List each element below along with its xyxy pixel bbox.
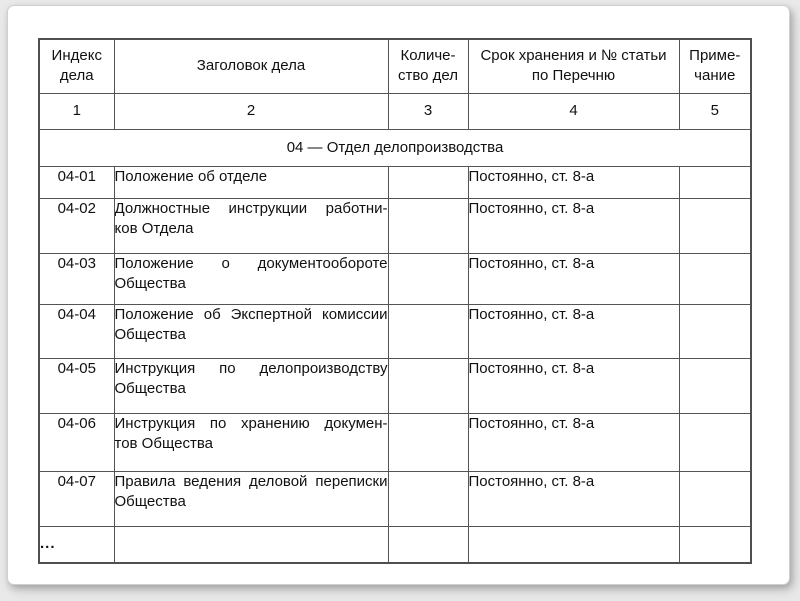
column-number-4: 4 (468, 93, 679, 129)
header-file-index (39, 39, 114, 93)
cell-note (679, 358, 751, 413)
file-title-line2: Общества (114, 492, 186, 510)
cell-file-count (388, 304, 468, 358)
cell-note (679, 471, 751, 526)
cell-file-title (114, 304, 388, 358)
cell-file-title (114, 471, 388, 526)
file-title-line1: Должностные инструкции работни- (114, 199, 388, 217)
column-number-3: 3 (388, 93, 468, 129)
file-title-line2: ков Отдела (114, 219, 194, 237)
header-note (679, 39, 751, 93)
header-storage-period-line2: по Перечню (531, 67, 616, 85)
cell-note (679, 253, 751, 304)
table-row-ellipsis (39, 526, 751, 563)
file-title-line1: Инструкция по делопроизводству (114, 359, 388, 377)
cell-note (679, 413, 751, 471)
cell-storage-period: Постоянно, ст. 8-а (468, 304, 679, 358)
cell-file-index: 04-03 (39, 253, 114, 304)
cell-file-index: 04-05 (39, 358, 114, 413)
file-title-line2: Общества (114, 379, 186, 397)
cell-note (679, 526, 751, 563)
file-title-line1: Положение об Экспертной комиссии (114, 305, 388, 323)
header-file-count (388, 39, 468, 93)
section-header: 04 — Отдел делопроизводства (39, 129, 751, 166)
header-note-line2: чание (694, 67, 736, 85)
table-header-row (39, 39, 751, 93)
document-card (7, 5, 790, 585)
header-file-count-line2: ство дел (397, 67, 459, 85)
nomenclature-table (38, 38, 752, 564)
header-note-line1: Приме- (689, 47, 741, 65)
column-number-5: 5 (679, 93, 751, 129)
table-row (39, 166, 751, 198)
file-title-line2: Общества (114, 325, 186, 343)
cell-storage-period: Постоянно, ст. 8-а (468, 358, 679, 413)
table-row (39, 253, 751, 304)
cell-file-title (114, 413, 388, 471)
header-storage-period (468, 39, 679, 93)
cell-file-count (388, 198, 468, 253)
cell-file-count (388, 358, 468, 413)
cell-file-count (388, 526, 468, 563)
header-file-title (114, 39, 388, 93)
column-number-2: 2 (114, 93, 388, 129)
cell-storage-period (468, 526, 679, 563)
cell-file-index: 04-04 (39, 304, 114, 358)
table-row (39, 358, 751, 413)
cell-note (679, 304, 751, 358)
cell-storage-period: Постоянно, ст. 8-а (468, 198, 679, 253)
file-title-line2: тов Общества (114, 434, 213, 452)
cell-file-title (114, 198, 388, 253)
file-title-line1: Инструкция по хранению докумен- (114, 414, 388, 432)
table-row (39, 471, 751, 526)
column-number-1: 1 (39, 93, 114, 129)
cell-storage-period: Постоянно, ст. 8-а (468, 413, 679, 471)
table-row (39, 198, 751, 253)
file-title-line1: Правила ведения деловой переписки (114, 472, 388, 490)
table-row (39, 304, 751, 358)
header-file-index-line1: Индекс (51, 47, 102, 65)
section-header-row (39, 129, 751, 166)
cell-file-title (114, 358, 388, 413)
cell-file-count (388, 166, 468, 198)
cell-file-index: 04-02 (39, 198, 114, 253)
cell-file-count (388, 253, 468, 304)
table-row (39, 413, 751, 471)
header-file-title-line1: Заголовок дела (196, 57, 306, 75)
file-title-line1: Положение о документообороте (114, 254, 388, 272)
header-file-index-line2: дела (59, 67, 94, 85)
cell-file-title (114, 526, 388, 563)
cell-file-index: 04-06 (39, 413, 114, 471)
header-storage-period-line1: Срок хранения и № статьи (480, 47, 667, 65)
cell-note (679, 198, 751, 253)
cell-storage-period: Постоянно, ст. 8-а (468, 166, 679, 198)
cell-storage-period: Постоянно, ст. 8-а (468, 253, 679, 304)
cell-ellipsis: ... (39, 526, 114, 563)
file-title-line1: Положение об отделе (114, 167, 268, 185)
cell-file-count (388, 471, 468, 526)
cell-file-count (388, 413, 468, 471)
cell-file-title (114, 166, 388, 198)
column-numbers-row (39, 93, 751, 129)
cell-file-index: 04-01 (39, 166, 114, 198)
cell-note (679, 166, 751, 198)
cell-file-title (114, 253, 388, 304)
cell-file-index: 04-07 (39, 471, 114, 526)
file-title-line2: Общества (114, 274, 186, 292)
cell-storage-period: Постоянно, ст. 8-а (468, 471, 679, 526)
header-file-count-line1: Количе- (400, 47, 456, 65)
